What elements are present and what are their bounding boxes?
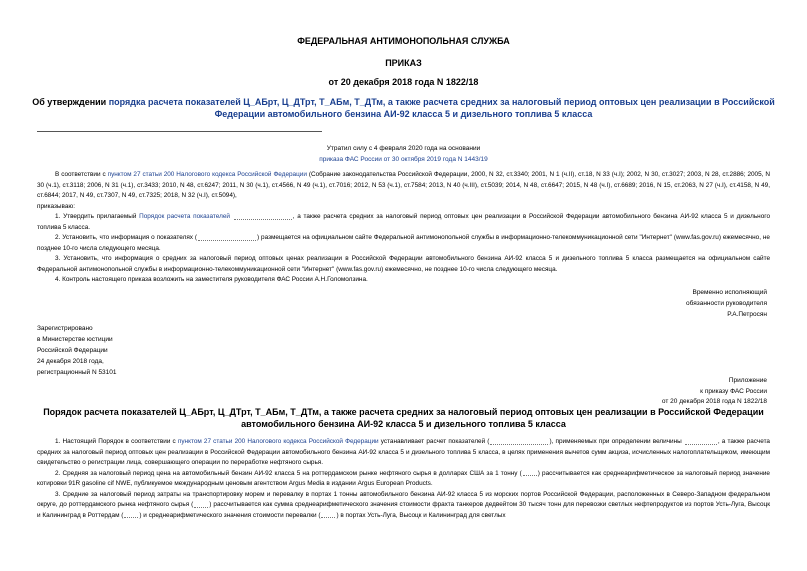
registration-line-1: Зарегистрировано [37,325,93,332]
formula-symbol [124,511,138,518]
order-word: приказываю: [37,202,75,210]
lost-force-link[interactable]: приказа ФАС России от 30 октября 2019 года N 1443/19 [319,156,488,163]
item-1-text-end: , а также расчета средних за налоговый период оптовых цен реализации в Российской Федерации автомобильного бензина АИ-92 класса 5 и дизельного топлива 5 класса. [37,213,770,231]
item-1 [37,212,770,233]
signature-line-2: обязанности руководителя [686,299,767,307]
preamble-text-end: (Собрание законодательства Российской Федерации, 2000, N 32, ст.3340; 2001, N 1 (ч.II), ст.18, N 33 (ч.I); 2002, N 30, ст.3027; 2003, N 28, ст.2886; 2005, N 30 (ч.1), ст.3118; 2006, N 31 (ч.1), ст.3433; 2010, N 48, ст.6247; 2011, N 30 (ч.1), ст.4566, N 49 (ч.1), ст.7016; 2012, N 53 (ч.1), ст.7584; 2013, N 40 (ч.III), ст.5039; 2014, N 48, ст.6647; 2015, N 48 (ч.I), ст.6689; 2016, N 15, ст.2063, N 27 (ч.I), ст.4158, N 49, ст.6844; 2017, N 49, ст.7307, N 49, ст.7325; 2018, N 32 (ч.I), ст.5094), [37,171,770,199]
procedure-1-text-c: ), применяемых при определении величины [549,438,682,445]
signature-line-1: Временно исполняющий [692,289,767,296]
registration-line-5: регистрационный N 53101 [37,369,117,376]
formula-symbol [685,438,717,445]
item-2-text-start: 2. Установить, что информация о показателях ( [55,234,198,241]
item-3: 3. Установить, что информация о средних за налоговый период оптовых ценах реализации в Российской Федерации автомобильного бензина АИ-92 класса 5 и дизельного топлива 5 класса размещается на официальном сайте Федеральной антимонопольной службы в информационно-телекоммуникационной сети "Интернет" (www.fas.gov.ru) ежемесячно, не позднее 10-го числа следующего месяца. [37,255,770,273]
doc-type-heading: ПРИКАЗ [385,58,422,68]
registration-line-3: Российской Федерации [37,347,108,354]
formula-symbol [234,213,292,220]
appendix-line-2: к приказу ФАС России [700,387,767,395]
registration-line-4: 24 декабря 2018 года, [37,358,104,365]
lost-force-note [0,143,807,165]
item-2 [37,233,770,254]
order-title-prefix: Об утверждении [32,97,109,107]
procedure-item-1 [37,437,770,469]
agency-heading: ФЕДЕРАЛЬНАЯ АНТИМОНОПОЛЬНАЯ СЛУЖБА [297,36,510,46]
order-title [30,96,777,120]
procedure-item-2 [37,469,770,490]
formula-symbol [198,234,256,241]
appendix-header [662,376,767,408]
procedure-body [37,437,770,521]
procedure-1-text-start: 1. Настоящий Порядок в соответствии с [55,438,178,445]
item-1-text-start: 1. Утвердить прилагаемый [55,213,140,220]
preamble-paragraph [37,170,770,202]
procedure-3-text-b: ) рассчитывается как сумма среднеарифметического значения стоимости фрахта танкеров дедвейтом 30 тысяч тонн для перевозки светлых нефтепродуктов из портов Усть-Луга, Высоцк и Калининград в Роттердам ( [37,501,770,519]
formula-symbol [321,511,335,518]
appendix-title: Порядок расчета показателей Ц_АБрт, Ц_ДТрт, Т_АБм, Т_ДТм, а также расчета средних за налоговый период оптовых цен реализации в Российской Федерации автомобильного бензина АИ-92 класса 5 и дизельного топлива 5 класса [43,407,764,429]
signature-block [567,288,767,320]
appendix-line-1: Приложение [728,377,767,384]
lost-force-text: Утратил силу с 4 февраля 2020 года на основании [326,145,481,152]
separator-line [37,131,322,132]
order-body [37,170,770,286]
item-4: 4. Контроль настоящего приказа возложить на заместителя руководителя ФАС России А.Н.Голомолзина. [55,276,368,283]
signature-name: Р.А.Петросян [727,310,767,318]
preamble-text-start: В соответствии с [55,171,108,178]
formula-symbol [490,438,548,445]
order-title-link[interactable]: порядка расчета показателей Ц_АБрт, Ц_ДТрт, Т_АБм, Т_ДТм, а также расчета средних за налоговый период оптовых цен реализации в Российской Федерации автомобильного бензина АИ-92 класса 5 и дизельного топлива 5 класса [108,97,775,119]
registration-line-2: в Министерстве юстиции [37,336,113,343]
procedure-1-text-b: устанавливает расчет показателей ( [378,438,490,445]
procedure-3-text-start: 3. Средние за налоговый период затраты на транспортировку морем и перевалку в портах 1 тонны автомобильного бензина АИ-92 класса 5 из морских портов Российской Федерации, расположенных в Северо-Западном федеральном округе, до роттердамского рынка нефтяного сырья ( [37,490,770,508]
date-number-heading: от 20 декабря 2018 года N 1822/18 [328,77,479,87]
formula-symbol [194,501,208,508]
procedure-3-text-d: ) в портах Усть-Луга, Высоцк и Калининград для светлых [336,511,506,519]
appendix-line-3: от 20 декабря 2018 года N 1822/18 [661,398,767,405]
procedure-1-text-d: , а также расчета средних за налоговый период оптовых цен реализации в Российской Федерации автомобильного бензина АИ-92 класса 5 и дизельного топлива 5 класса, в целях применения вычетов сумм акциза, исчисленных налогоплательщиком, имеющим свидетельство о регистрации лица, совершающего операции по переработке нефтяного сырья. [37,438,770,466]
procedure-link[interactable]: Порядок расчета показателей [139,213,230,220]
registration-block [37,323,117,378]
item-2-text-end: ) размещается на официальном сайте Федеральной антимонопольной службы в информационно-телекоммуникационной сети "Интернет" (www.fas.gov.ru) ежемесячно, не позднее 10-го числа следующего месяца. [37,234,770,252]
procedure-3-text-c: ) и среднеарифметического значения стоимости перевалки ( [139,511,321,519]
formula-symbol [523,469,537,476]
tax-code-link[interactable]: пунктом 27 статьи 200 Налогового кодекса Российской Федерации [107,171,307,178]
procedure-item-3 [37,490,770,522]
procedure-2-text-start: 2. Средняя за налоговый период цена на автомобильный бензин АИ-92 класса 5 на роттердамском рынке нефтяного сырья в долларах США за 1 тонну ( [55,469,522,477]
tax-code-link-2[interactable]: пунктом 27 статьи 200 Налогового кодекса Российской Федерации [177,438,379,445]
procedure-2-text-end: ) рассчитывается как среднеарифметическое за налоговый период значение котировки 91R gasoline cif NWE, публикуемое международным ценовым агентством Argus Media в издании Argus European Products. [37,469,770,487]
